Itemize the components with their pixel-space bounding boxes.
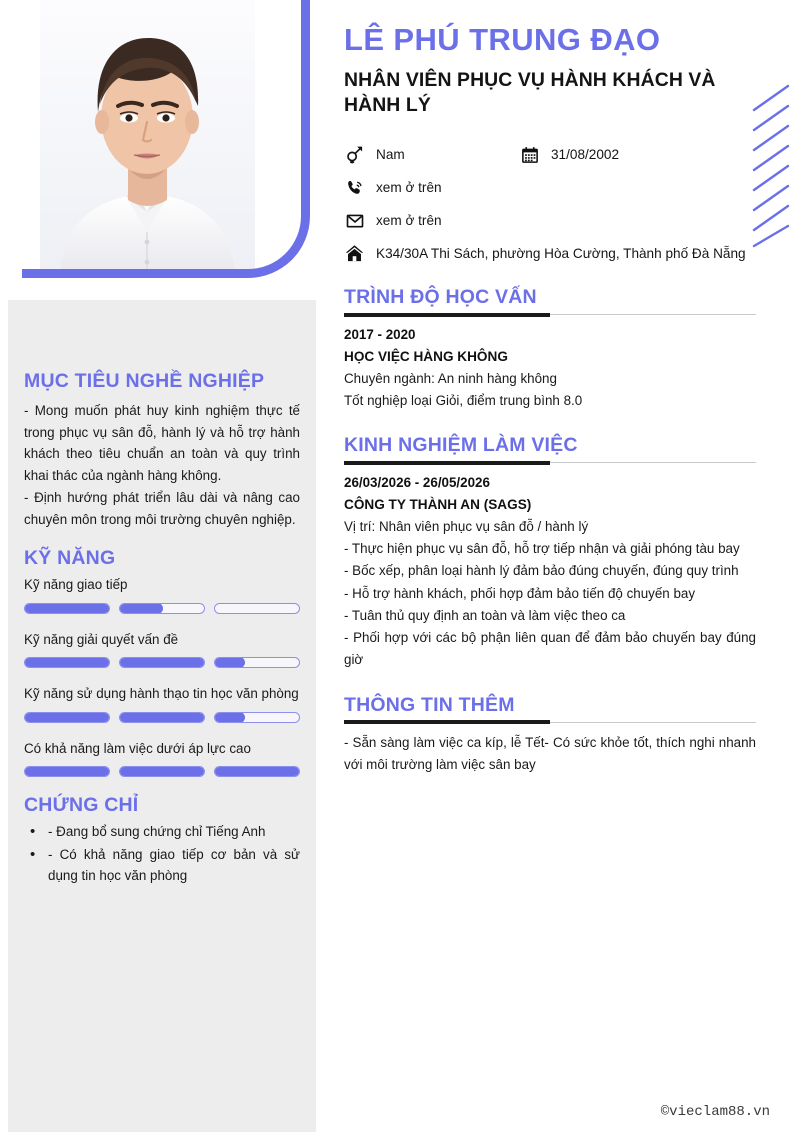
main-content [344,22,756,776]
experience-title: KINH NGHIỆM LÀM VIỆC [344,434,578,457]
section-divider [344,314,756,315]
education-title: TRÌNH ĐỘ HỌC VẤN [344,286,537,309]
skill-label: Có khả năng làm việc dưới áp lực cao [24,740,251,756]
watermark: ©vieclam88.vn [660,1104,770,1120]
certificates-list [24,821,300,887]
objective-paragraph-1: - Mong muốn phát huy kinh nghiệm thực tế trong phục vụ sân đỗ, hành lý và hỗ trợ hành khách theo tiêu chuẩn an toàn và quy trình khai thác của ngành hàng không. [24,403,300,484]
skill-bar-segment [214,657,300,668]
contact-gender [344,144,519,165]
diagonal-stripes-decoration [752,84,792,248]
objective-title: MỤC TIÊU NGHỀ NGHIỆP [24,370,265,392]
skill-item [24,738,300,777]
skill-rating [24,712,300,723]
skill-bar-segment [214,712,300,723]
certificates-title: CHỨNG CHỈ [24,793,139,816]
skill-bar-segment [24,712,110,723]
address-value: K34/30A Thi Sách, phường Hòa Cường, Thành phố Đà Nẵng [376,246,746,262]
contact-row [344,177,756,198]
envelope-icon [344,210,365,231]
contact-block [344,144,756,264]
contact-email [344,210,442,231]
experience-date: 26/03/2026 - 26/05/2026 [344,475,490,491]
objective-paragraph-2: - Định hướng phát triển lâu dài và nâng cao chuyên môn trong môi trường chuyên nghiệp. [24,489,300,527]
section-divider [344,722,756,723]
skill-rating [24,766,300,777]
experience-line: - Phối hợp với các bộ phận liên quan để đảm bảo chuyến bay đúng giờ [344,630,756,668]
section-certificates [24,794,300,887]
skill-label: Kỹ năng giao tiếp [24,577,128,593]
skill-bar-segment [214,603,300,614]
education-line: Chuyên ngành: An ninh hàng không [344,370,557,386]
photo-container [8,0,316,300]
contact-phone [344,177,442,198]
contact-row [344,243,756,264]
phone-value: xem ở trên [376,180,442,196]
skill-bar-segment [119,603,205,614]
skill-bar-segment [119,766,205,777]
job-title: NHÂN VIÊN PHỤC VỤ HÀNH KHÁCH VÀ HÀNH LÝ [344,68,716,116]
calendar-icon [519,144,540,165]
phone-icon [344,177,365,198]
profile-photo [40,0,255,272]
skill-bar-segment [214,766,300,777]
skill-bar-segment [119,657,205,668]
section-education [344,286,756,412]
experience-org: CÔNG TY THÀNH AN (SAGS) [344,496,532,512]
section-skills [24,547,300,777]
experience-line: Vị trí: Nhân viên phục vụ sân đỗ / hành lý [344,518,589,534]
contact-row [344,210,756,231]
education-org: HỌC VIỆC HÀNG KHÔNG [344,348,508,364]
sidebar-content [24,370,300,904]
contact-address [344,243,746,264]
home-icon [344,243,365,264]
experience-line: - Bốc xếp, phân loại hành lý đảm bảo đúng chuyến, đúng quy trình [344,563,739,579]
gender-value: Nam [376,147,405,163]
skill-bar-segment [24,657,110,668]
skill-rating [24,603,300,614]
experience-line: - Hỗ trợ hành khách, phối hợp đảm bảo tiến độ chuyến bay [344,585,696,601]
birthday-value: 31/08/2002 [551,147,620,163]
skill-rating [24,657,300,668]
list-item: • - Đang bổ sung chứng chỉ Tiếng Anh [24,821,300,843]
list-item: • - Có khả năng giao tiếp cơ bản và sử dụng tin học văn phòng [24,844,300,887]
skill-item [24,629,300,668]
section-divider [344,462,756,463]
skill-item [24,574,300,613]
experience-line: - Thực hiện phục vụ sân đỗ, hỗ trợ tiếp nhận và giải phóng tàu bay [344,541,740,557]
gender-icon [344,144,365,165]
skill-bar-segment [24,603,110,614]
extra-info-line: - Sẵn sàng làm việc ca kíp, lễ Tết- Có sức khỏe tốt, thích nghi nhanh với môi trường làm việc sân bay [344,734,756,772]
contact-row [344,144,756,165]
skill-label: Kỹ năng sử dụng hành thạo tin học văn phòng [24,686,299,702]
skills-title: KỸ NĂNG [24,547,116,570]
section-objective [24,370,300,530]
education-date: 2017 - 2020 [344,327,416,343]
skill-bar-segment [24,766,110,777]
experience-line: - Tuân thủ quy định an toàn và làm việc theo ca [344,607,626,623]
skill-item [24,683,300,722]
section-experience [344,434,756,671]
skill-bar-segment [119,712,205,723]
skill-label: Kỹ năng giải quyết vấn đề [24,631,179,647]
page-title: LÊ PHÚ TRUNG ĐẠO [344,22,661,57]
contact-birthday [519,144,619,165]
education-line: Tốt nghiệp loại Giỏi, điểm trung bình 8.0 [344,392,583,408]
extra-info-title: THÔNG TIN THÊM [344,693,515,716]
section-extra-info [344,694,756,777]
email-value: xem ở trên [376,213,442,229]
